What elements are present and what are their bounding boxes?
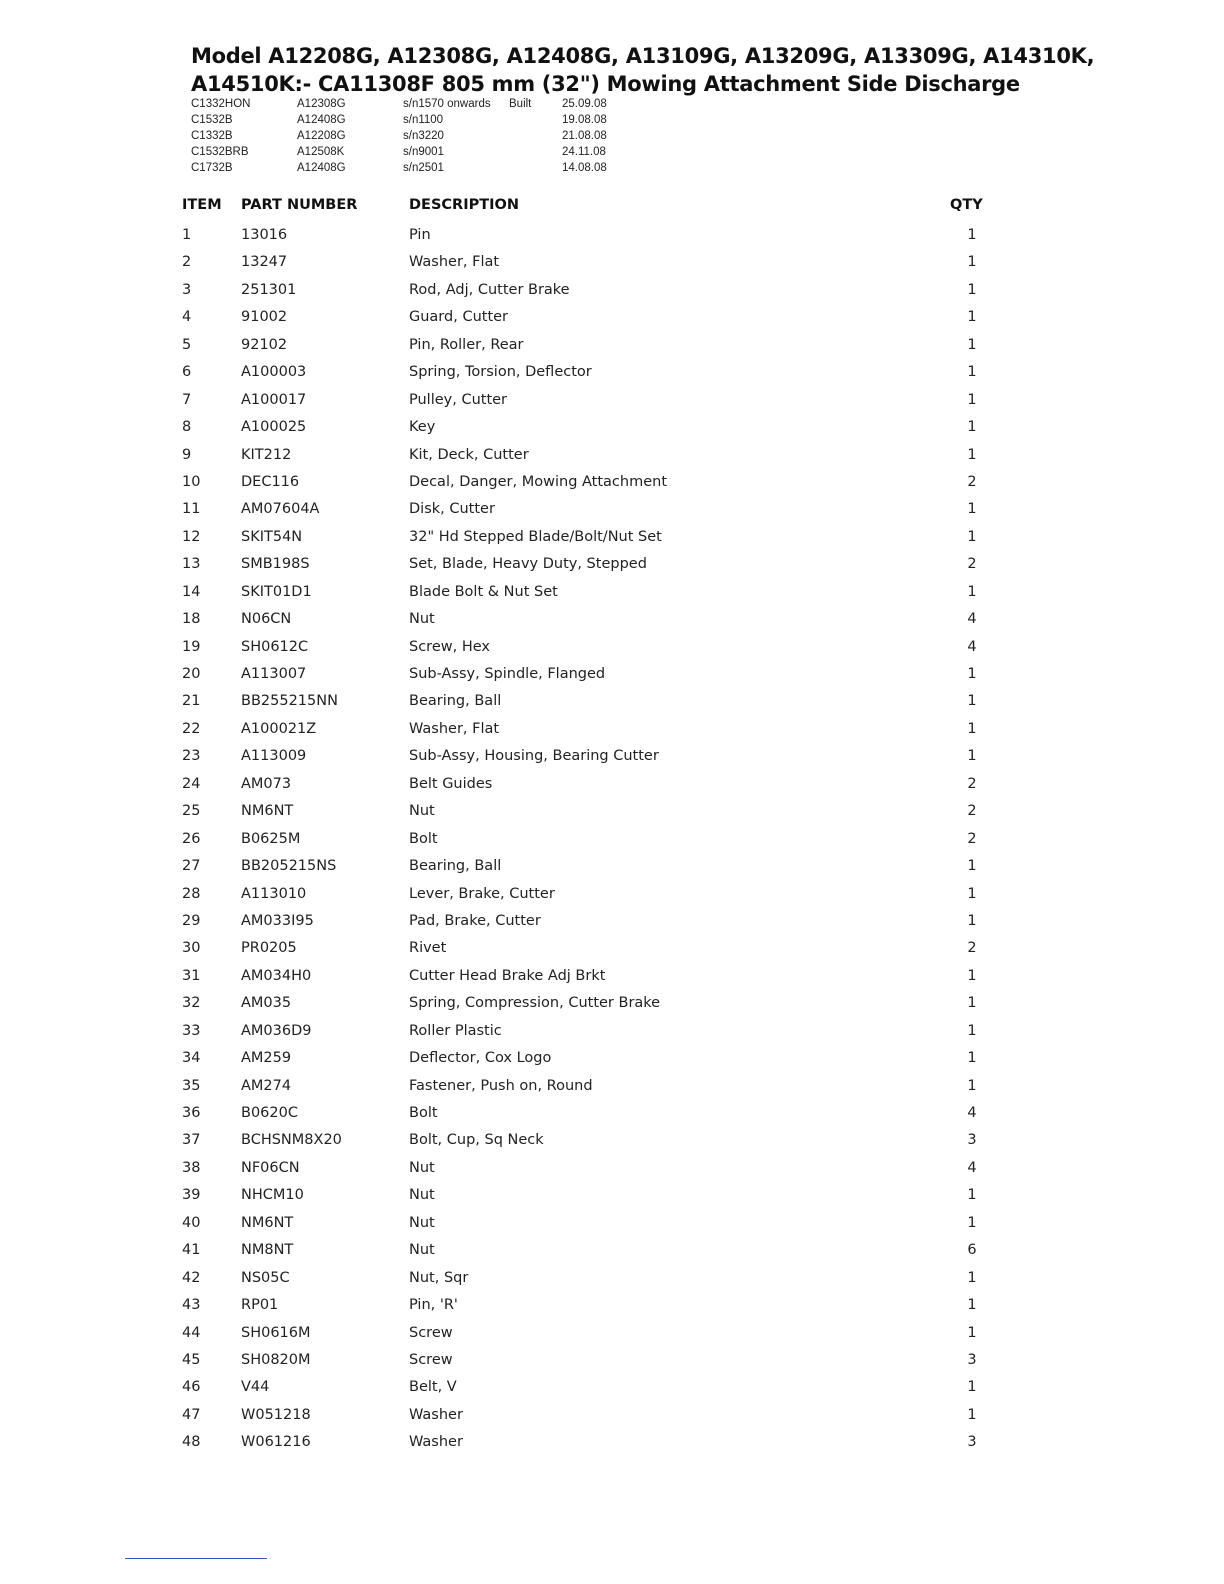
part-number: AM07604A <box>241 501 320 518</box>
item-number: 25 <box>182 803 201 820</box>
part-description: 32" Hd Stepped Blade/Bolt/Nut Set <box>409 528 662 545</box>
table-row <box>182 1265 1002 1292</box>
part-number: AM034H0 <box>241 967 312 984</box>
part-description: Pin <box>409 227 431 243</box>
part-qty: 2 <box>967 940 977 957</box>
item-number: 8 <box>182 419 192 436</box>
part-number: A100003 <box>241 364 307 381</box>
part-number: AM259 <box>241 1050 292 1067</box>
table-row <box>182 1182 1002 1209</box>
part-qty: 2 <box>967 830 977 847</box>
part-description: Nut <box>409 1159 435 1176</box>
part-qty: 1 <box>967 583 977 600</box>
part-description: Sub-Assy, Housing, Bearing Cutter <box>409 748 659 765</box>
table-row <box>182 1210 1002 1237</box>
part-description: Pad, Brake, Cutter <box>409 912 541 929</box>
serial-number: s/n9001 <box>403 146 444 158</box>
table-row <box>182 798 1002 825</box>
part-number: AM274 <box>241 1077 292 1094</box>
part-description: Screw, Hex <box>409 638 490 655</box>
footer-divider <box>125 1558 267 1559</box>
part-number: 13247 <box>241 254 288 271</box>
table-row <box>182 304 1002 331</box>
header-qty: QTY <box>950 197 983 213</box>
part-number: 92102 <box>241 336 288 353</box>
item-number: 6 <box>182 364 192 381</box>
part-qty: 1 <box>967 446 977 463</box>
serial-model: A12308G <box>297 98 346 110</box>
part-qty: 1 <box>967 693 977 710</box>
item-number: 38 <box>182 1159 201 1176</box>
part-number: NF06CN <box>241 1159 300 1176</box>
table-row <box>182 496 1002 523</box>
header-description: DESCRIPTION <box>409 197 519 213</box>
item-number: 26 <box>182 830 201 847</box>
part-qty: 1 <box>967 1297 977 1314</box>
part-description: Cutter Head Brake Adj Brkt <box>409 967 606 984</box>
serial-code: C1532B <box>191 114 233 126</box>
table-row <box>182 661 1002 688</box>
item-number: 22 <box>182 720 201 737</box>
item-number: 43 <box>182 1297 201 1314</box>
part-qty: 1 <box>967 1269 977 1286</box>
table-row <box>182 771 1002 798</box>
header-part-number: PART NUMBER <box>241 197 358 213</box>
part-number: V44 <box>241 1379 270 1396</box>
part-qty: 1 <box>967 748 977 765</box>
table-row <box>182 935 1002 962</box>
part-number: A113010 <box>241 885 307 902</box>
table-row <box>182 853 1002 880</box>
table-row <box>182 1402 1002 1429</box>
parts-table <box>182 192 1002 1457</box>
part-number: SKIT54N <box>241 528 303 545</box>
part-qty: 1 <box>967 1406 977 1423</box>
part-number: W051218 <box>241 1406 311 1423</box>
item-number: 10 <box>182 473 201 490</box>
part-description: Washer, Flat <box>409 720 500 737</box>
part-qty: 1 <box>967 1379 977 1396</box>
part-qty: 1 <box>967 858 977 875</box>
item-number: 47 <box>182 1406 201 1423</box>
serial-model: A12508K <box>297 146 345 158</box>
part-description: Belt Guides <box>409 775 493 792</box>
part-number: KIT212 <box>241 446 292 463</box>
part-description: Nut <box>409 1242 435 1259</box>
part-description: Disk, Cutter <box>409 501 495 518</box>
part-qty: 1 <box>967 1050 977 1067</box>
part-qty: 2 <box>967 775 977 792</box>
document-title <box>191 42 1191 98</box>
part-number: BB205215NS <box>241 858 337 875</box>
table-body <box>182 222 1002 1457</box>
part-description: Spring, Compression, Cutter Brake <box>409 995 661 1012</box>
serial-date: 14.08.08 <box>562 162 607 174</box>
part-description: Fastener, Push on, Round <box>409 1077 593 1094</box>
table-row <box>182 414 1002 441</box>
part-number: SH0820M <box>241 1351 311 1368</box>
item-number: 46 <box>182 1379 201 1396</box>
part-qty: 4 <box>967 611 977 628</box>
part-qty: 1 <box>967 227 977 243</box>
part-description: Spring, Torsion, Deflector <box>409 364 592 381</box>
part-qty: 3 <box>967 1434 977 1451</box>
part-qty: 1 <box>967 912 977 929</box>
part-number: SH0616M <box>241 1324 311 1341</box>
table-row <box>182 524 1002 551</box>
part-description: Bolt, Cup, Sq Neck <box>409 1132 544 1149</box>
part-qty: 1 <box>967 254 977 271</box>
item-number: 32 <box>182 995 201 1012</box>
item-number: 4 <box>182 309 192 326</box>
part-description: Pin, 'R' <box>409 1297 458 1314</box>
item-number: 45 <box>182 1351 201 1368</box>
serial-built-label: Built <box>509 98 532 110</box>
part-description: Washer, Flat <box>409 254 500 271</box>
table-row <box>182 606 1002 633</box>
table-row <box>182 743 1002 770</box>
part-qty: 6 <box>967 1242 977 1259</box>
part-qty: 4 <box>967 1159 977 1176</box>
item-number: 34 <box>182 1050 201 1067</box>
table-header <box>182 192 1002 222</box>
part-number: N06CN <box>241 611 292 628</box>
table-row <box>182 826 1002 853</box>
table-row <box>182 1429 1002 1456</box>
serial-model: A12408G <box>297 114 346 126</box>
part-number: RP01 <box>241 1297 279 1314</box>
part-number: B0620C <box>241 1105 298 1121</box>
part-description: Deflector, Cox Logo <box>409 1050 552 1067</box>
part-qty: 1 <box>967 885 977 902</box>
item-number: 23 <box>182 748 201 765</box>
serial-code: C1732B <box>191 162 233 174</box>
part-description: Belt, V <box>409 1379 457 1396</box>
table-row <box>182 634 1002 661</box>
table-row <box>182 1237 1002 1264</box>
table-row <box>182 688 1002 715</box>
part-qty: 1 <box>967 967 977 984</box>
item-number: 7 <box>182 391 192 408</box>
part-number: NM6NT <box>241 803 294 820</box>
part-qty: 1 <box>967 1077 977 1094</box>
part-description: Nut <box>409 1187 435 1204</box>
part-description: Nut, Sqr <box>409 1269 469 1286</box>
part-qty: 1 <box>967 1324 977 1341</box>
item-number: 33 <box>182 1022 201 1039</box>
item-number: 21 <box>182 693 201 710</box>
serial-model: A12408G <box>297 162 346 174</box>
part-number: PR0205 <box>241 940 297 957</box>
part-number: A100025 <box>241 419 307 436</box>
table-row <box>182 963 1002 990</box>
part-qty: 1 <box>967 995 977 1012</box>
serial-date: 21.08.08 <box>562 130 607 142</box>
part-number: SMB198S <box>241 556 310 573</box>
item-number: 39 <box>182 1187 201 1204</box>
part-qty: 1 <box>967 309 977 326</box>
table-row <box>182 222 1002 249</box>
table-row <box>182 716 1002 743</box>
part-number: A100017 <box>241 391 307 408</box>
part-description: Roller Plastic <box>409 1022 502 1039</box>
part-qty: 2 <box>967 473 977 490</box>
table-row <box>182 1320 1002 1347</box>
item-number: 36 <box>182 1105 201 1121</box>
item-number: 1 <box>182 227 192 243</box>
serial-model: A12208G <box>297 130 346 142</box>
table-row <box>182 1073 1002 1100</box>
table-row <box>182 277 1002 304</box>
part-number: 13016 <box>241 227 288 243</box>
table-row <box>182 442 1002 469</box>
part-description: Decal, Danger, Mowing Attachment <box>409 473 668 490</box>
item-number: 27 <box>182 858 201 875</box>
part-description: Nut <box>409 803 435 820</box>
item-number: 14 <box>182 583 201 600</box>
part-qty: 1 <box>967 1214 977 1231</box>
part-description: Pulley, Cutter <box>409 391 508 408</box>
part-qty: 1 <box>967 281 977 298</box>
item-number: 19 <box>182 638 201 655</box>
part-description: Pin, Roller, Rear <box>409 336 524 353</box>
table-row <box>182 1374 1002 1401</box>
table-row <box>182 1127 1002 1154</box>
table-row <box>182 387 1002 414</box>
serial-number: s/n3220 <box>403 130 444 142</box>
part-qty: 3 <box>967 1351 977 1368</box>
part-description: Washer <box>409 1434 463 1451</box>
part-description: Kit, Deck, Cutter <box>409 446 529 463</box>
part-qty: 1 <box>967 1022 977 1039</box>
table-row <box>182 1018 1002 1045</box>
serial-code: C1332B <box>191 130 233 142</box>
serial-date: 19.08.08 <box>562 114 607 126</box>
item-number: 42 <box>182 1269 201 1286</box>
part-qty: 1 <box>967 391 977 408</box>
item-number: 3 <box>182 281 192 298</box>
item-number: 30 <box>182 940 201 957</box>
item-number: 12 <box>182 528 201 545</box>
table-row <box>182 1155 1002 1182</box>
part-number: SH0612C <box>241 638 309 655</box>
item-number: 37 <box>182 1132 201 1149</box>
item-number: 48 <box>182 1434 201 1451</box>
part-number: AM036D9 <box>241 1022 312 1039</box>
table-row <box>182 881 1002 908</box>
part-number: NM6NT <box>241 1214 294 1231</box>
part-number: SKIT01D1 <box>241 583 312 600</box>
part-qty: 2 <box>967 803 977 820</box>
table-row <box>182 1100 1002 1127</box>
table-row <box>182 579 1002 606</box>
table-row <box>182 1347 1002 1374</box>
item-number: 9 <box>182 446 192 463</box>
part-description: Bolt <box>409 830 438 847</box>
part-number: W061216 <box>241 1434 311 1451</box>
item-number: 44 <box>182 1324 201 1341</box>
serial-date: 24.11.08 <box>562 146 606 158</box>
item-number: 28 <box>182 885 201 902</box>
item-number: 18 <box>182 611 201 628</box>
serial-number: s/n1100 <box>403 114 444 126</box>
part-description: Bearing, Ball <box>409 693 502 710</box>
table-row <box>182 1292 1002 1319</box>
part-description: Washer <box>409 1406 463 1423</box>
part-qty: 1 <box>967 336 977 353</box>
part-qty: 1 <box>967 1187 977 1204</box>
serial-code: C1532BRB <box>191 146 249 158</box>
part-description: Rod, Adj, Cutter Brake <box>409 281 570 298</box>
item-number: 24 <box>182 775 201 792</box>
part-number: BCHSNM8X20 <box>241 1132 342 1149</box>
serial-number: s/n2501 <box>403 162 444 174</box>
table-row <box>182 359 1002 386</box>
part-number: A100021Z <box>241 720 317 737</box>
part-number: NHCM10 <box>241 1187 304 1204</box>
serial-date: 25.09.08 <box>562 98 607 110</box>
part-description: Key <box>409 419 436 436</box>
part-qty: 3 <box>967 1132 977 1149</box>
part-number: DEC116 <box>241 473 300 490</box>
item-number: 5 <box>182 336 192 353</box>
part-number: A113009 <box>241 748 307 765</box>
part-description: Guard, Cutter <box>409 309 509 326</box>
part-description: Sub-Assy, Spindle, Flanged <box>409 666 606 682</box>
part-number: NS05C <box>241 1269 290 1286</box>
title-line-1: Model A12208G, A12308G, A12408G, A13109G, A13209G, A13309G, A14310K, <box>191 44 1095 68</box>
part-description: Screw <box>409 1324 453 1341</box>
part-qty: 1 <box>967 528 977 545</box>
item-number: 35 <box>182 1077 201 1094</box>
part-qty: 1 <box>967 720 977 737</box>
part-number: BB255215NN <box>241 693 338 710</box>
item-number: 2 <box>182 254 192 271</box>
part-qty: 4 <box>967 1105 977 1121</box>
part-description: Bolt <box>409 1105 438 1121</box>
part-description: Nut <box>409 1214 435 1231</box>
part-description: Rivet <box>409 940 447 957</box>
serial-code: C1332HON <box>191 98 251 110</box>
item-number: 29 <box>182 912 201 929</box>
part-description: Nut <box>409 611 435 628</box>
table-row <box>182 990 1002 1017</box>
serial-number: s/n1570 onwards <box>403 98 491 110</box>
item-number: 20 <box>182 666 201 682</box>
part-number: A113007 <box>241 666 307 682</box>
part-number: AM033I95 <box>241 912 314 929</box>
part-description: Set, Blade, Heavy Duty, Stepped <box>409 556 647 573</box>
table-row <box>182 551 1002 578</box>
part-description: Screw <box>409 1351 453 1368</box>
part-number: B0625M <box>241 830 301 847</box>
header-item: ITEM <box>182 197 222 213</box>
part-qty: 1 <box>967 364 977 381</box>
part-description: Lever, Brake, Cutter <box>409 885 555 902</box>
part-number: 91002 <box>241 309 288 326</box>
part-qty: 4 <box>967 638 977 655</box>
title-line-2: A14510K:- CA11308F 805 mm (32") Mowing Attachment Side Discharge <box>191 72 1020 96</box>
part-qty: 1 <box>967 666 977 682</box>
part-number: NM8NT <box>241 1242 294 1259</box>
part-qty: 2 <box>967 556 977 573</box>
part-number: 251301 <box>241 281 297 298</box>
item-number: 31 <box>182 967 201 984</box>
part-qty: 1 <box>967 501 977 518</box>
table-row <box>182 908 1002 935</box>
table-row <box>182 469 1002 496</box>
part-qty: 1 <box>967 419 977 436</box>
table-row <box>182 249 1002 276</box>
part-number: AM073 <box>241 775 292 792</box>
item-number: 40 <box>182 1214 201 1231</box>
table-row <box>182 1045 1002 1072</box>
item-number: 41 <box>182 1242 201 1259</box>
part-number: AM035 <box>241 995 292 1012</box>
item-number: 13 <box>182 556 201 573</box>
item-number: 11 <box>182 501 201 518</box>
part-description: Blade Bolt & Nut Set <box>409 583 558 600</box>
table-row <box>182 332 1002 359</box>
part-description: Bearing, Ball <box>409 858 502 875</box>
